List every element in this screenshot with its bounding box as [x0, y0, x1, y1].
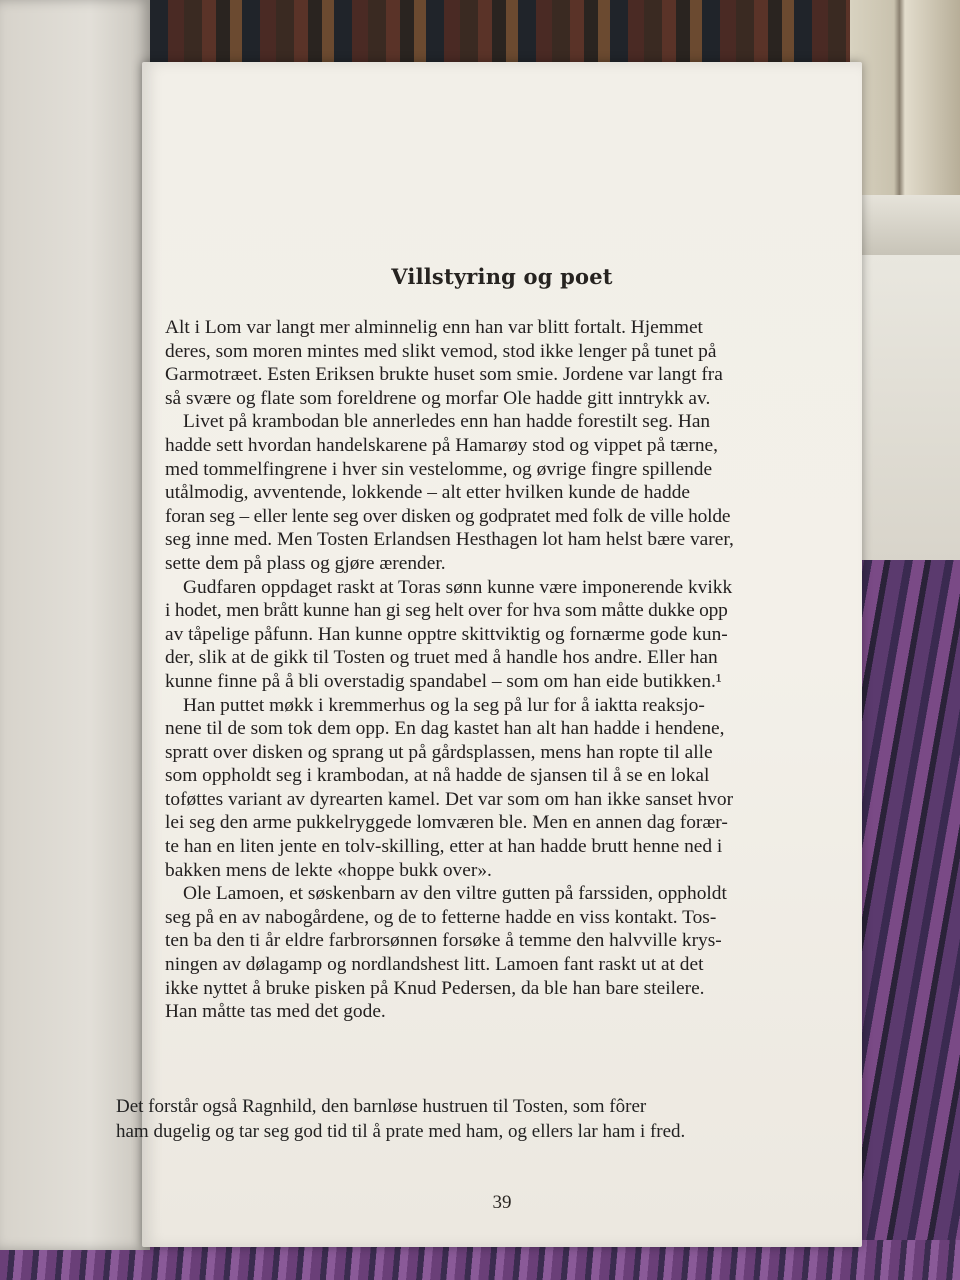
paragraph — [165, 576, 817, 694]
text-line: med tommelfingrene i hver sin vestelomme, og øvrige fingre spillende — [165, 458, 713, 480]
text-line: deres, som moren mintes med slikt vemod, stod ikke lenger på tunet på — [165, 340, 717, 362]
background-books — [850, 0, 960, 210]
text-line: nene til de som tok dem opp. En dag kastet han alt han hadde i hendene, — [165, 718, 725, 740]
paragraph — [165, 694, 817, 883]
text-line: Han puttet møkk i kremmerhus og la seg på lur for å iaktta reaksjo- — [183, 694, 705, 716]
background-wall — [850, 255, 960, 565]
text-line: foran seg – eller lente seg over disken og godpratet med folk de ville holde — [165, 505, 731, 527]
text-line: seg på en av nabogårdene, og de to fetterne hadde en viss kontakt. Tos- — [165, 906, 717, 928]
footnote-line: ham dugelig og tar seg god tid til å prate med ham, og ellers lar ham i fred. — [116, 1121, 686, 1142]
background-rug — [850, 560, 960, 1280]
text-line: der, slik at de gikk til Tosten og truet med å handle hos andre. Eller han — [165, 647, 718, 669]
text-line: hadde sett hvordan handelskarene på Hamarøy stod og vippet på tærne, — [165, 434, 719, 456]
text-line: Livet på krambodan ble annerledes enn han hadde forestilt seg. Han — [183, 411, 711, 433]
text-line: ikke nyttet å bruke pisken på Knud Pedersen, da ble han bare steilere. — [165, 977, 705, 999]
text-line: lei seg den arme pukkelryggede lomværen ble. Men en annen dag forær- — [165, 812, 728, 834]
text-line: av tåpelige påfunn. Han kunne opptre skittviktig og fornærme gode kun- — [165, 623, 728, 645]
background-shelf-board — [850, 195, 960, 255]
paragraph — [165, 882, 817, 1024]
text-line: spratt over disken og sprang ut på gårdsplassen, mens han ropte til alle — [165, 741, 713, 763]
text-line: Han måtte tas med det gode. — [165, 1001, 386, 1023]
paragraph — [165, 410, 817, 575]
text-line: Garmotræet. Esten Eriksen brukte huset som smie. Jordene var langt fra — [165, 364, 723, 386]
paragraph — [165, 316, 817, 410]
text-line: ten ba den ti år eldre farbrorsønnen forsøke å temme den halvville krys- — [165, 930, 722, 952]
text-line: Alt i Lom var langt mer alminnelig enn han var blitt fortalt. Hjemmet — [165, 317, 703, 338]
text-line: bakken mens de lekte «hoppe bukk over». — [165, 859, 492, 881]
footnote-line: Det forstår også Ragnhild, den barnløse hustruen til Tosten, som fôrer — [116, 1096, 647, 1117]
text-line: ningen av dølagamp og nordlandshest litt. Lamoen fant raskt ut at det — [165, 954, 704, 976]
text-line: seg inne med. Men Tosten Erlandsen Hesthagen lot ham helst bære varer, — [165, 529, 734, 551]
text-line: som oppholdt seg i krambodan, at nå hadde de sjansen til å se en lokal — [165, 765, 710, 787]
page-number: 39 — [492, 1192, 512, 1213]
text-line: sette dem på plass og gjøre ærender. — [165, 552, 446, 574]
text-line: Gudfaren oppdaget raskt at Toras sønn kunne være imponerende kvikk — [183, 576, 733, 598]
body-text — [165, 316, 817, 1024]
text-line: te han en liten jente en tolv-skilling, etter at han hadde brutt henne ned i — [165, 836, 723, 858]
left-facing-page — [0, 0, 150, 1250]
text-line: Ole Lamoen, et søskenbarn av den viltre gutten på farssiden, oppholdt — [183, 883, 727, 905]
text-line: toføttes variant av dyrearten kamel. Det var som om han ikke sanset hvor — [165, 788, 734, 810]
text-line: så svære og flate som foreldrene og morfar Ole hadde gitt inntrykk av. — [165, 387, 711, 409]
text-line: utålmodig, avventende, lokkende – alt etter hvilken kunde de hadde — [165, 482, 690, 504]
text-line: kunne finne på å bli overstadig spandabel – som om han eide butikken.¹ — [165, 670, 722, 692]
footnote — [116, 1094, 806, 1144]
text-line: i hodet, men brått kunne han gi seg helt over for hva som måtte dukke opp — [165, 600, 728, 622]
chapter-title: Villstyring og poet — [391, 264, 613, 289]
book-page — [116, 62, 862, 1247]
